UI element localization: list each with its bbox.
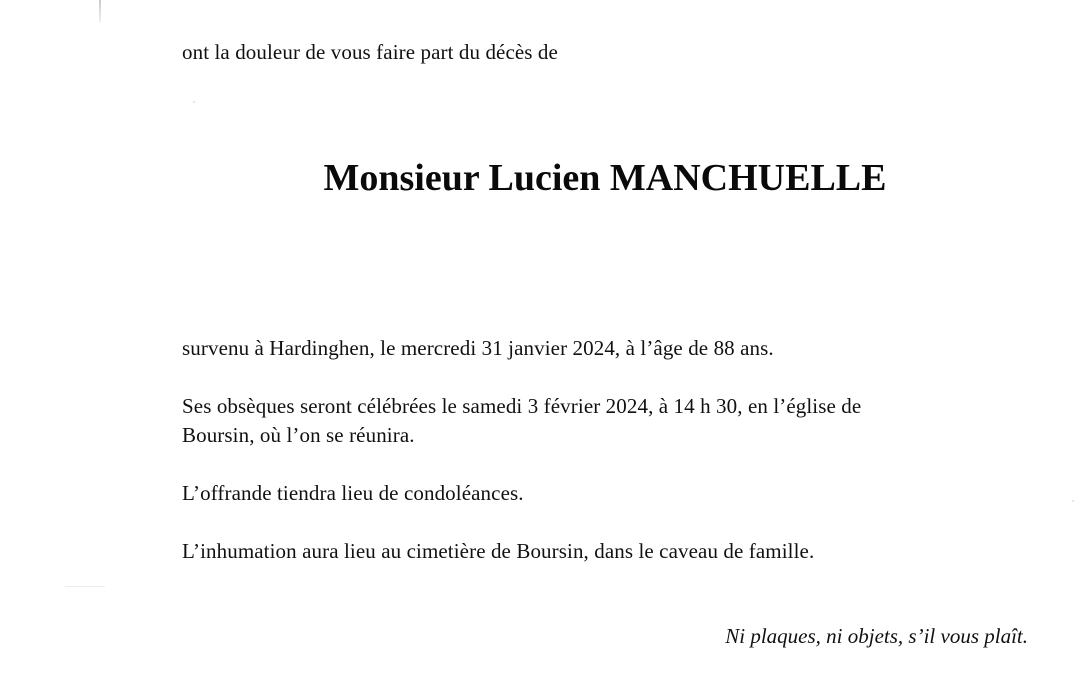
closing-note: Ni plaques, ni objets, s’il vous plaît. xyxy=(725,624,1028,648)
funeral-details-line-1: Ses obsèques seront célébrées le samedi 3 février 2024, à 14 h 30, en l’église de xyxy=(182,394,862,418)
scan-artifact xyxy=(65,586,105,587)
offering-notice: L’offrande tiendra lieu de condoléances. xyxy=(182,481,524,505)
scan-artifact xyxy=(99,0,101,22)
funeral-details-line-2: Boursin, où l’on se réunira. xyxy=(182,423,415,447)
intro-text: ont la douleur de vous faire part du décès de xyxy=(182,40,558,64)
burial-notice: L’inhumation aura lieu au cimetière de Boursin, dans le caveau de famille. xyxy=(182,539,815,563)
death-details: survenu à Hardinghen, le mercredi 31 janvier 2024, à l’âge de 88 ans. xyxy=(182,336,774,360)
scan-artifact xyxy=(1072,500,1074,502)
deceased-name: Monsieur Lucien MANCHUELLE xyxy=(323,157,887,199)
scan-artifact xyxy=(193,101,195,103)
